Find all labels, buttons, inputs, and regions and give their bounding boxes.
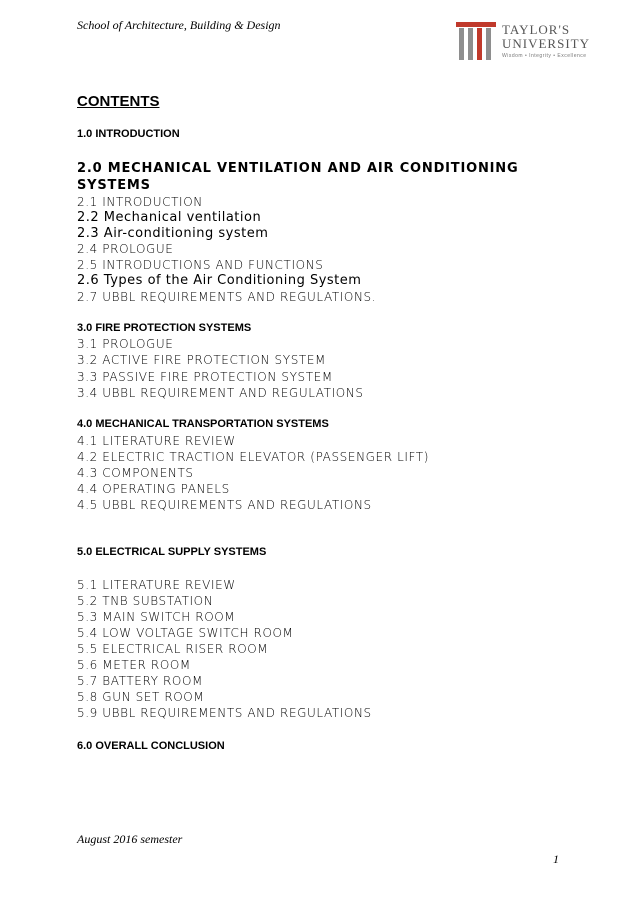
toc-item: 4.5 UBBL REQUIREMENTS AND REGULATIONS (77, 498, 372, 512)
section-1-heading: 1.0 INTRODUCTION (77, 128, 180, 140)
section-2-heading-cont: SYSTEMS (77, 178, 151, 193)
header-school-name: School of Architecture, Building & Design (77, 18, 281, 32)
toc-item: 5.9 UBBL REQUIREMENTS AND REGULATIONS (77, 706, 372, 720)
section-6-heading: 6.0 OVERALL CONCLUSION (77, 740, 225, 752)
section-2-heading: 2.0 MECHANICAL VENTILATION AND AIR CONDITIONING (77, 161, 519, 176)
toc-item: 4.3 COMPONENTS (77, 466, 194, 480)
toc-item: 4.1 LITERATURE REVIEW (77, 434, 236, 448)
toc-item: 3.2 ACTIVE FIRE PROTECTION SYSTEM (77, 353, 326, 367)
toc-item: 2.1 INTRODUCTION (77, 195, 203, 209)
toc-item: 5.2 TNB SUBSTATION (77, 594, 214, 608)
page-number: 1 (553, 852, 559, 866)
toc-item: 2.3 Air-conditioning system (77, 226, 269, 241)
contents-title: CONTENTS (77, 93, 160, 110)
toc-item: 3.3 PASSIVE FIRE PROTECTION SYSTEM (77, 370, 333, 384)
toc-item: 2.5 INTRODUCTIONS AND FUNCTIONS (77, 258, 324, 272)
footer-semester: August 2016 semester (77, 832, 183, 846)
toc-item: 2.4 PROLOGUE (77, 242, 174, 256)
toc-item: 5.1 LITERATURE REVIEW (77, 578, 236, 592)
toc-item: 2.6 Types of the Air Conditioning System (77, 273, 362, 288)
section-5-heading: 5.0 ELECTRICAL SUPPLY SYSTEMS (77, 546, 267, 558)
toc-item: 5.4 LOW VOLTAGE SWITCH ROOM (77, 626, 294, 640)
section-3-heading: 3.0 FIRE PROTECTION SYSTEMS (77, 322, 252, 334)
toc-item: 4.2 ELECTRIC TRACTION ELEVATOR (PASSENGER LIFT) (77, 450, 430, 464)
toc-item: 4.4 OPERATING PANELS (77, 482, 230, 496)
section-4-heading: 4.0 MECHANICAL TRANSPORTATION SYSTEMS (77, 418, 329, 430)
toc-item: 5.3 MAIN SWITCH ROOM (77, 610, 236, 624)
toc-item: 5.7 BATTERY ROOM (77, 674, 203, 688)
logo-emblem-icon (456, 22, 496, 62)
toc-item: 5.8 GUN SET ROOM (77, 690, 205, 704)
logo-motto: Wisdom • Integrity • Excellence (502, 53, 587, 59)
toc-item: 5.6 METER ROOM (77, 658, 191, 672)
university-logo (456, 18, 606, 68)
toc-item: 3.1 PROLOGUE (77, 337, 174, 351)
toc-item: 2.2 Mechanical ventilation (77, 210, 262, 225)
toc-item: 2.7 UBBL REQUIREMENTS AND REGULATIONS. (77, 290, 377, 304)
toc-item: 3.4 UBBL REQUIREMENT AND REGULATIONS (77, 386, 364, 400)
toc-item: 5.5 ELECTRICAL RISER ROOM (77, 642, 269, 656)
logo-name-line1: TAYLOR'S (502, 22, 571, 37)
logo-name-line2: UNIVERSITY (502, 36, 590, 51)
